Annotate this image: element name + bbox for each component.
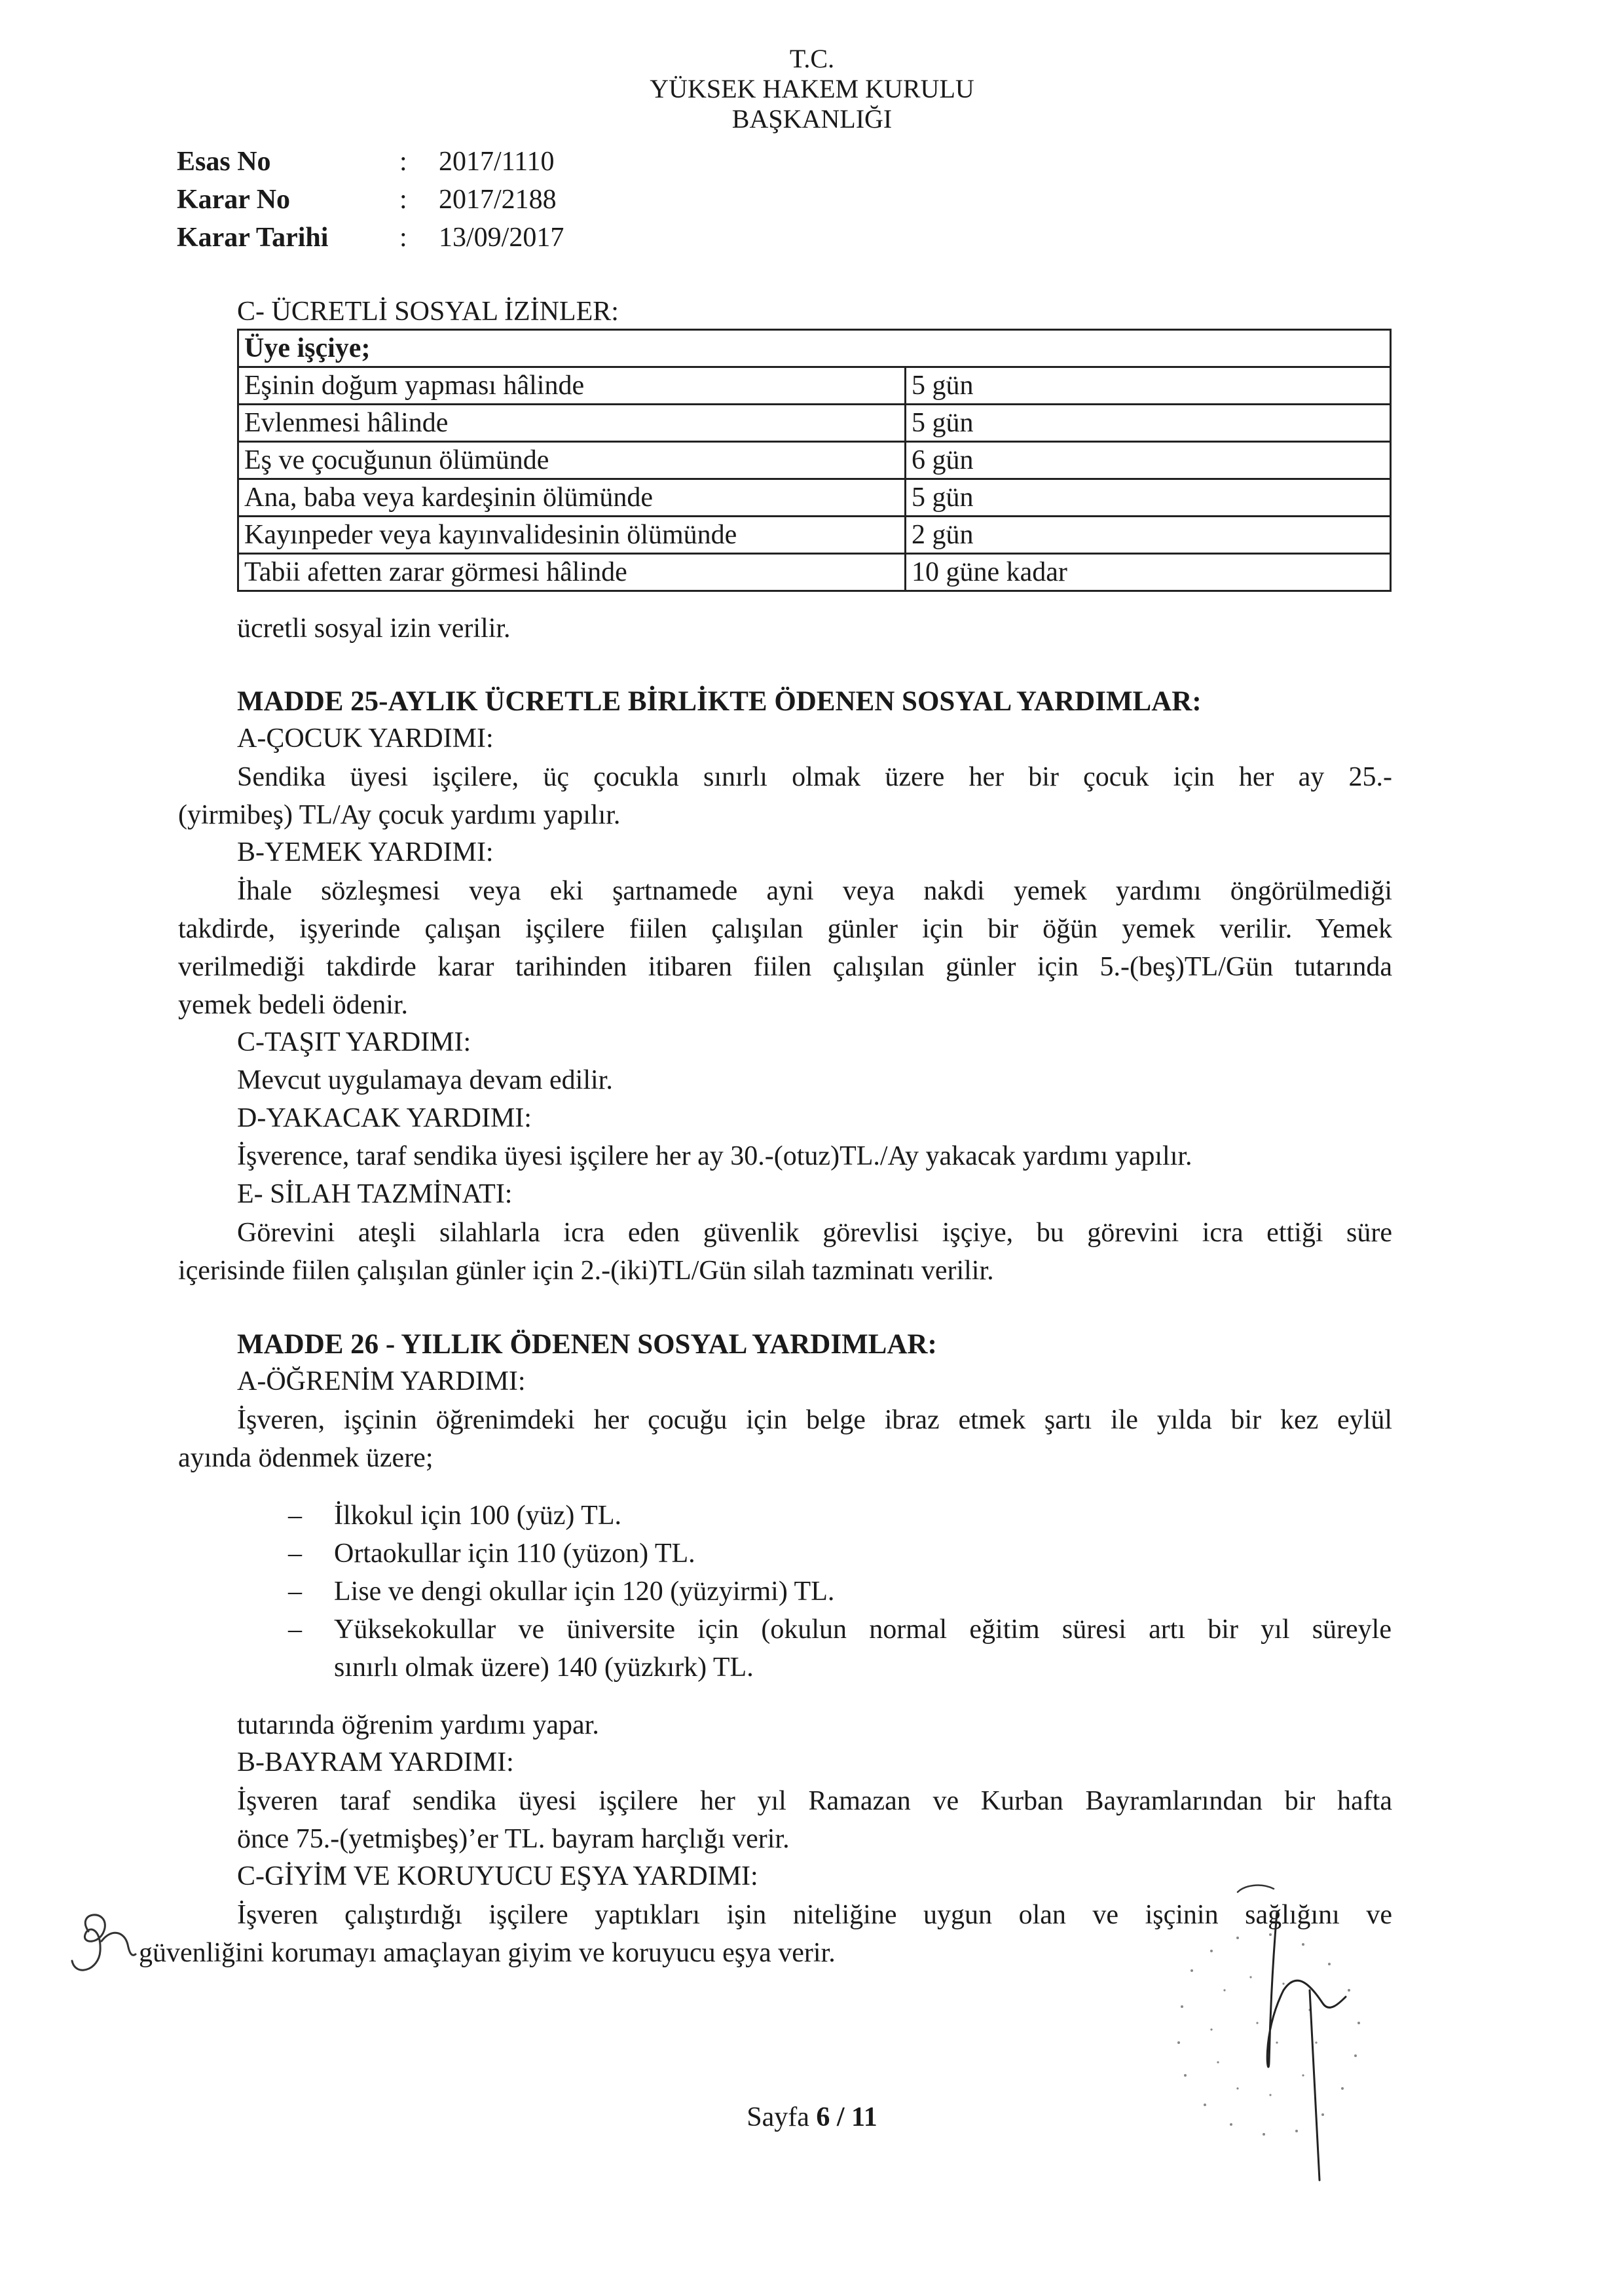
- leave-case: Kayınpeder veya kayınvalidesinin ölümünde: [238, 517, 906, 554]
- madde-25-d-line1: İşverence, taraf sendika üyesi işçilere her ay 30.-(otuz)TL./Ay yakacak yardımı yapılır.: [237, 1141, 1192, 1171]
- madde-25-d-title: D-YAKACAK YARDIMI:: [237, 1103, 532, 1133]
- madde-25-a-title: A-ÇOCUK YARDIMI:: [237, 723, 494, 754]
- colon: :: [399, 185, 407, 215]
- page-number: 6 / 11: [816, 2102, 877, 2132]
- header-presidency: BAŞKANLIĞI: [731, 104, 893, 134]
- madde-25-e-line2: içerisinde fiilen çalışılan günler için 2.-(iki)TL/Gün silah tazminatı verilir.: [178, 1256, 994, 1286]
- colon: :: [399, 223, 407, 253]
- madde-25-title: MADDE 25-AYLIK ÜCRETLE BİRLİKTE ÖDENEN SOSYAL YARDIMLAR:: [237, 686, 1202, 717]
- section-c-title: C- ÜCRETLİ SOSYAL İZİNLER:: [237, 297, 619, 327]
- leave-case: Evlenmesi hâlinde: [238, 405, 906, 442]
- madde-26-b-line1: İşveren taraf sendika üyesi işçilere her yıl Ramazan ve Kurban Bayramlarından bir hafta: [237, 1786, 1392, 1816]
- madde-26-c-title: C-GİYİM VE KORUYUCU EŞYA YARDIMI:: [237, 1861, 758, 1891]
- section-c-closing: ücretli sosyal izin verilir.: [237, 613, 511, 644]
- dash-bullet: –: [288, 1614, 302, 1645]
- madde-26-c-line1: İşveren çalıştırdığı işçilere yaptıkları işin niteliğine uygun olan ve işçinin sağlığını ve: [237, 1900, 1392, 1930]
- signature-stroke: [1267, 1912, 1346, 2067]
- table-row: [238, 367, 1391, 405]
- madde-25-b-title: B-YEMEK YARDIMI:: [237, 837, 494, 867]
- leave-days: 6 gün: [906, 442, 1391, 479]
- madde-26-a-title: A-ÖĞRENİM YARDIMI:: [237, 1366, 526, 1396]
- madde-26-a-line2: ayında ödenmek üzere;: [178, 1443, 434, 1473]
- leave-case: Tabii afetten zarar görmesi hâlinde: [238, 554, 906, 591]
- madde-25-a-line1: Sendika üyesi işçilere, üç çocukla sınırlı olmak üzere her bir çocuk için her ay 25.-: [237, 762, 1392, 792]
- leave-table: [237, 329, 1392, 592]
- madde-25-e-title: E- SİLAH TAZMİNATI:: [237, 1179, 513, 1209]
- list-item: Lise ve dengi okullar için 120 (yüzyirmi) TL.: [334, 1576, 835, 1607]
- dash-bullet: –: [288, 1576, 302, 1607]
- madde-26-title: MADDE 26 - YILLIK ÖDENEN SOSYAL YARDIMLAR:: [237, 1329, 937, 1360]
- header-tc: T.C.: [789, 44, 835, 73]
- esas-value: 2017/1110: [439, 147, 555, 177]
- leave-days: 5 gün: [906, 405, 1391, 442]
- madde-26-b-title: B-BAYRAM YARDIMI:: [237, 1747, 514, 1777]
- dash-bullet: –: [288, 1539, 302, 1569]
- madde-25-b-line1: İhale sözleşmesi veya eki şartnamede ayni veya nakdi yemek yardımı öngörülmediği: [237, 876, 1392, 906]
- madde-26-b-line2: önce 75.-(yetmişbeş)’er TL. bayram harçlığı verir.: [237, 1824, 790, 1854]
- page-footer: [0, 2102, 1624, 2133]
- leave-case: Eş ve çocuğunun ölümünde: [238, 442, 906, 479]
- signature-stamp: [1113, 1872, 1454, 2239]
- leave-days: 10 güne kadar: [906, 554, 1391, 591]
- meta-esas: [177, 145, 555, 178]
- meta-tarih: [177, 221, 564, 254]
- list-item: Yüksekokullar ve üniversite için (okulun normal eğitim süresi artı bir yıl süreyle: [334, 1614, 1392, 1645]
- madde-25-b-line2: takdirde, işyerinde çalışan işçilere fiilen çalışılan günler için bir öğün yemek verilir. Yemek: [178, 914, 1392, 944]
- madde-25-e-line1: Görevini ateşli silahlarla icra eden güvenlik görevlisi işçiye, bu görevini icra ettiği süre: [237, 1218, 1392, 1248]
- table-header: Üye işçiye;: [238, 330, 1391, 367]
- karar-value: 2017/2188: [439, 185, 557, 215]
- madde-25-c-line1: Mevcut uygulamaya devam edilir.: [237, 1065, 613, 1095]
- tarih-label: Karar Tarihi: [177, 223, 329, 253]
- esas-label: Esas No: [177, 147, 271, 177]
- leave-days: 5 gün: [906, 479, 1391, 517]
- table-row: [238, 554, 1391, 591]
- colon: :: [399, 147, 407, 177]
- leave-days: 2 gün: [906, 517, 1391, 554]
- madde-25-a-line2: (yirmibeş) TL/Ay çocuk yardımı yapılır.: [178, 800, 621, 830]
- madde-26-a-after: tutarında öğrenim yardımı yapar.: [237, 1710, 599, 1740]
- leave-case: Eşinin doğum yapması hâlinde: [238, 367, 906, 405]
- table-row: [238, 479, 1391, 517]
- header-institution: YÜKSEK HAKEM KURULU: [650, 74, 974, 103]
- table-row: [238, 517, 1391, 554]
- madde-26-c-line2: güvenliğini korumayı amaçlayan giyim ve koruyucu eşya verir.: [139, 1938, 836, 1968]
- list-item: İlkokul için 100 (yüz) TL.: [334, 1501, 621, 1531]
- list-item: Ortaokullar için 110 (yüzon) TL.: [334, 1539, 695, 1569]
- handwritten-initial: [62, 1905, 147, 1984]
- madde-26-a-line1: İşveren, işçinin öğrenimdeki her çocuğu için belge ibraz etmek şartı ile yılda bir kez eylül: [237, 1405, 1392, 1435]
- dash-bullet: –: [288, 1501, 302, 1531]
- footer-prefix: Sayfa: [747, 2102, 817, 2132]
- list-item-continued: sınırlı olmak üzere) 140 (yüzkırk) TL.: [334, 1652, 754, 1683]
- karar-label: Karar No: [177, 185, 291, 215]
- madde-25-b-line4: yemek bedeli ödenir.: [178, 990, 409, 1020]
- table-header-row: [238, 330, 1391, 367]
- meta-karar: [177, 183, 557, 216]
- table-row: [238, 405, 1391, 442]
- leave-case: Ana, baba veya kardeşinin ölümünde: [238, 479, 906, 517]
- madde-25-c-title: C-TAŞIT YARDIMI:: [237, 1027, 471, 1057]
- leave-days: 5 gün: [906, 367, 1391, 405]
- table-row: [238, 442, 1391, 479]
- tarih-value: 13/09/2017: [439, 223, 564, 253]
- madde-25-b-line3: verilmediği takdirde karar tarihinden itibaren fiilen çalışılan günler için 5.-(beş)TL/Gün tutarında: [178, 952, 1392, 982]
